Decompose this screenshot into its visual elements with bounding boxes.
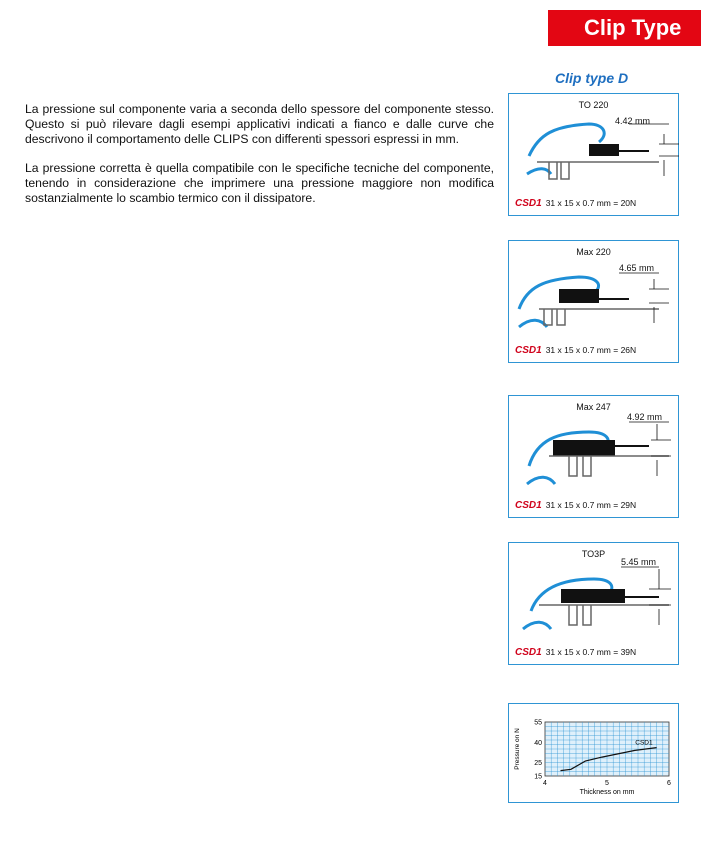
clip-type-badge: Clip Type xyxy=(548,10,701,46)
clip-panel-max247 xyxy=(508,395,679,518)
dimension-label: 4.42 mm xyxy=(615,116,651,126)
x-tick-label: 4 xyxy=(543,780,547,787)
dimension-label: 4.92 mm xyxy=(627,412,663,422)
spec-text: 31 x 15 x 0.7 mm = 26N xyxy=(545,345,637,355)
x-axis-label: Thickness on mm xyxy=(579,789,635,796)
paragraph-2: La pressione corretta è quella compatibile con le specifiche tecniche del componente, tenendo in considerazione che imprimere una pressione maggiore non modifica sostanzialmente lo scambio termico con il dissipatore. xyxy=(25,161,494,205)
y-tick-label: 25 xyxy=(534,760,542,767)
panel-title: TO3P xyxy=(581,549,606,559)
spec-text: 31 x 15 x 0.7 mm = 29N xyxy=(545,500,637,510)
dimension-label: 4.65 mm xyxy=(619,263,655,273)
section-title: Clip type D xyxy=(555,70,629,86)
x-tick-label: 5 xyxy=(605,780,609,787)
y-tick-label: 40 xyxy=(534,739,542,747)
clip-panel-to3p xyxy=(508,542,679,665)
panel-title: Max 220 xyxy=(576,247,611,257)
clip-code: CSD1 xyxy=(515,500,542,511)
clip-code: CSD1 xyxy=(515,345,542,356)
body-text xyxy=(25,102,494,220)
spec-text: 31 x 15 x 0.7 mm = 20N xyxy=(545,198,637,208)
clip-panel-max220 xyxy=(508,240,679,363)
spec-text: 31 x 15 x 0.7 mm = 39N xyxy=(545,647,637,657)
clip-panel-to220 xyxy=(508,93,679,216)
spec-line xyxy=(515,500,636,511)
spec-line xyxy=(515,647,636,658)
panel-title: TO 220 xyxy=(578,100,609,110)
paragraph-1: La pressione sul componente varia a seconda dello spessore del componente stesso. Questo si può rilevare dagli esempi applicativi indicati a fianco e dalle curve che descrivono il comportamento delle CLIPS con differenti spessori espressi in mm. xyxy=(25,102,494,146)
pressure-chart xyxy=(509,704,677,801)
x-tick-label: 6 xyxy=(667,780,671,787)
spec-line xyxy=(515,345,636,356)
y-axis-label: Pressure on N xyxy=(514,728,521,770)
clip-code: CSD1 xyxy=(515,198,542,209)
pressure-chart-panel xyxy=(508,703,679,803)
y-tick-label: 15 xyxy=(534,773,542,781)
spec-line xyxy=(515,198,636,209)
dimension-label: 5.45 mm xyxy=(621,557,657,567)
y-tick-label: 55 xyxy=(534,719,542,727)
panel-title: Max 247 xyxy=(576,402,611,412)
series-label: CSD1 xyxy=(635,739,653,747)
clip-code: CSD1 xyxy=(515,647,542,658)
